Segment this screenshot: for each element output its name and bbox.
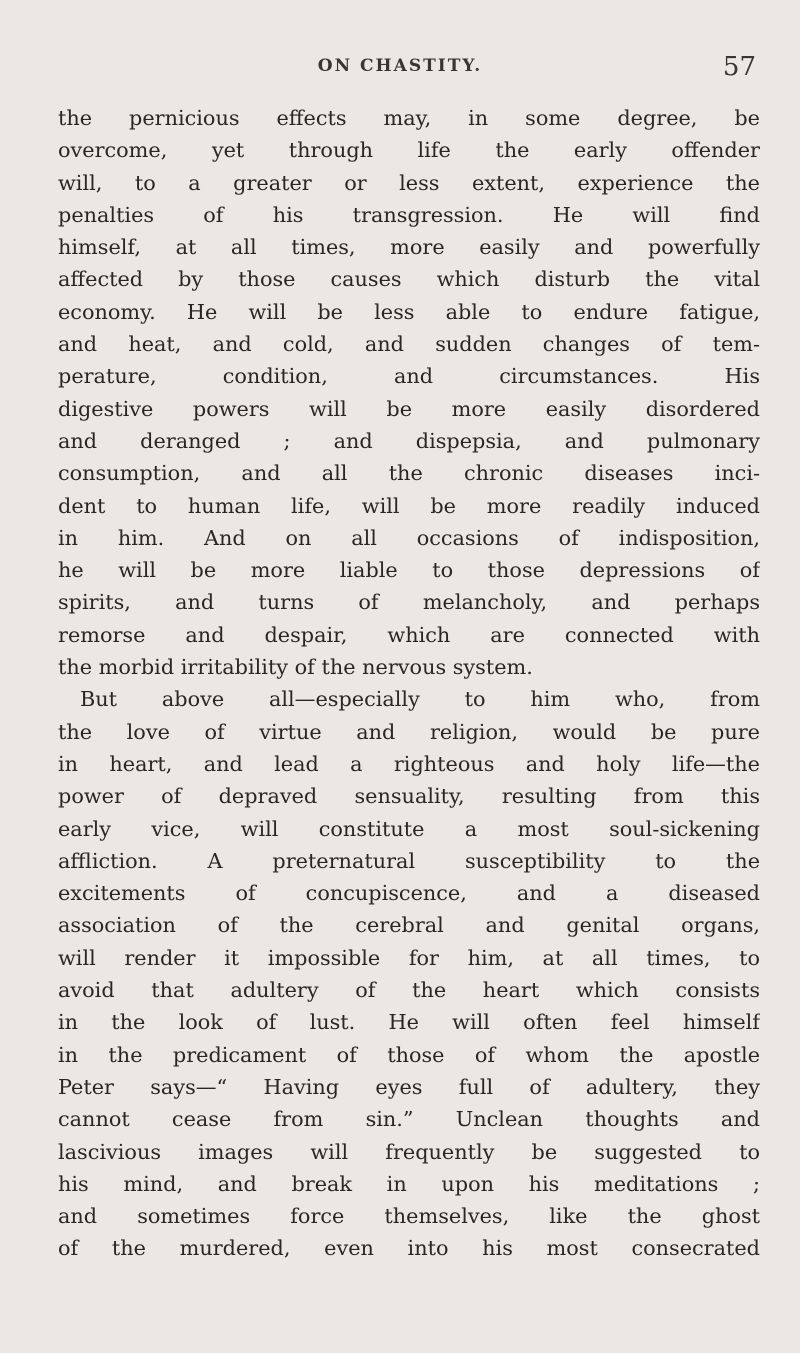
text-line: he will be more liable to those depressions of	[58, 558, 760, 583]
text-line: digestive powers will be more easily disordered	[58, 396, 760, 421]
text-line: in the look of lust. He will often feel himself	[58, 1010, 760, 1035]
text-line: and deranged ; and dispepsia, and pulmonary	[58, 428, 760, 453]
text-line: lascivious images will frequently be suggested to	[58, 1139, 760, 1164]
text-line: himself, at all times, more easily and powerfully	[58, 235, 760, 260]
text-line: the love of virtue and religion, would be pure	[58, 719, 760, 744]
text-line: economy. He will be less able to endure fatigue,	[58, 299, 760, 324]
text-line: the pernicious effects may, in some degree, be	[58, 106, 760, 130]
text-line: Peter says—“ Having eyes full of adultery, they	[58, 1074, 760, 1099]
text-line: in heart, and lead a righteous and holy life—the	[58, 751, 760, 776]
text-line: association of the cerebral and genital organs,	[58, 913, 760, 938]
text-line: will render it impossible for him, at all times, to	[58, 945, 760, 970]
text-line: of the murdered, even into his most consecrated	[58, 1236, 760, 1261]
text-line: remorse and despair, which are connected with	[58, 622, 760, 647]
text-line: and heat, and cold, and sudden changes of tem-	[58, 332, 760, 357]
text-line: and sometimes force themselves, like the ghost	[58, 1204, 760, 1229]
text-line: power of depraved sensuality, resulting from this	[58, 784, 760, 809]
text-line: avoid that adultery of the heart which consists	[58, 978, 760, 1003]
running-head	[0, 52, 800, 86]
text-line: affected by those causes which disturb the vital	[58, 267, 760, 292]
text-line: spirits, and turns of melancholy, and perhaps	[58, 590, 760, 615]
text-line: dent to human life, will be more readily induced	[58, 493, 760, 518]
running-title: ON CHASTITY.	[317, 56, 483, 76]
text-line: affliction. A preternatural susceptibility to the	[58, 848, 760, 873]
text-line: in him. And on all occasions of indisposition,	[58, 525, 760, 550]
page-number: 57	[722, 52, 756, 82]
text-line: cannot cease from sin.” Unclean thoughts and	[58, 1107, 760, 1132]
text-line: early vice, will constitute a most soul-sickening	[58, 816, 760, 841]
text-line: in the predicament of those of whom the apostle	[58, 1042, 760, 1067]
paragraph-start-line: But above all—especially to him who, from	[80, 687, 760, 712]
text-line: penalties of his transgression. He will find	[58, 202, 760, 227]
text-line: perature, condition, and circumstances. His	[58, 364, 760, 389]
text-line: consumption, and all the chronic diseases inci-	[58, 461, 760, 486]
text-line: excitements of concupiscence, and a diseased	[58, 881, 760, 906]
text-line: will, to a greater or less extent, experience the	[58, 170, 760, 195]
text-line: his mind, and break in upon his meditations ;	[58, 1171, 760, 1196]
text-line: overcome, yet through life the early offender	[58, 138, 760, 163]
text-line: the morbid irritability of the nervous system.	[58, 655, 533, 680]
body-text	[58, 102, 760, 1265]
